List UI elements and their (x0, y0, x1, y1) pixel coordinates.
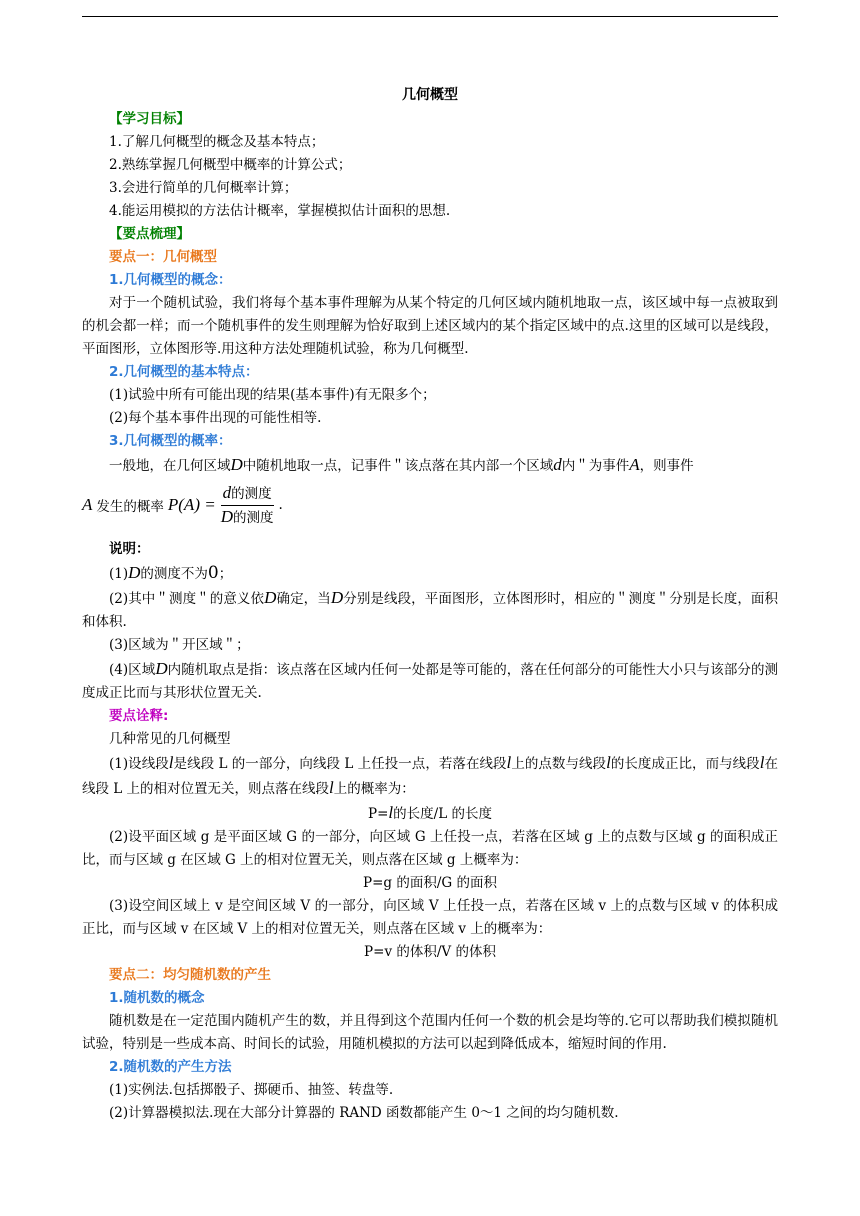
p1-sub1-text: 对于一个随机试验，我们将每个基本事件理解为从某个特定的几何区域内随机地取一点，该区域中每一点被取到的机会都一样；而一个随机事件的发生则理解为恰好取到上述区域内的某个指定区域中的点.这里的区域可以是线段，平面图形，立体图形等.用这种方法处理随机试验，称为几何概型. (82, 295, 778, 357)
p1-sub2-heading: 2.几何概型的基本特点： (109, 364, 259, 380)
p1-sub1-heading: 1.几何概型的概念： (109, 272, 232, 288)
note-item (82, 657, 778, 705)
objective-item: 1.了解几何概型的概念及基本特点； (109, 134, 325, 150)
den-text: 的测度 (232, 509, 274, 526)
text-run: (2)其中＂测度＂的意义依 (109, 591, 265, 607)
text-run: 的长度/L 的长度 (393, 806, 492, 822)
var-A: A (629, 455, 640, 474)
formula-end: . (278, 497, 283, 513)
var-D: D (230, 455, 243, 474)
var-D: D (330, 588, 344, 607)
text-run: 分别是线段，平面图形，立体图形时，相应的＂测度＂分别是长度，面积和体积. (82, 591, 779, 630)
objective-item: 3.会进行简单的几何概率计算； (109, 180, 298, 196)
point2-title: 要点二：均匀随机数的产生 (109, 967, 271, 983)
probability-formula (82, 480, 778, 530)
var-l: l (388, 803, 394, 822)
var-D: D (220, 506, 233, 526)
formula-prefix: 发生的概率 (96, 499, 164, 515)
text-run: 中随机地取一点，记事件＂该点落在其内部一个区域 (242, 458, 554, 474)
var-l: l (168, 753, 174, 772)
var-l: l (329, 778, 334, 797)
text-run: 上的点数与线段 (511, 756, 607, 772)
example-formula (82, 801, 778, 826)
header-rule (82, 16, 778, 17)
text-run: 确定，当 (276, 591, 331, 607)
objectives-header: 【学习目标】 (109, 111, 190, 127)
var-d: d (222, 482, 232, 502)
note-item (82, 561, 778, 586)
objective-item: 4.能运用模拟的方法估计概率，掌握模拟估计面积的思想. (109, 203, 451, 219)
note-header: 说明： (109, 541, 150, 557)
note-item (82, 586, 778, 634)
p1-sub3-heading: 3.几何概型的概率： (109, 433, 232, 449)
formula-lhs: P(A) = (167, 495, 216, 514)
fraction-numerator (221, 482, 274, 506)
var-d: d (553, 455, 562, 474)
document-page (82, 84, 778, 1125)
p2-sub1-text: 随机数是在一定范围内随机产生的数，并且得到这个范围内任何一个数的机会是均等的.它可以帮助我们模拟随机试验，特别是一些成本高、时间长的试验，用随机模拟的方法可以起到降低成本，缩短时间的作用. (82, 1013, 778, 1052)
note-item: (3)区域为＂开区域＂； (109, 637, 250, 653)
text-run: (4)区域 (109, 662, 156, 678)
text-run: 上的概率为： (333, 781, 415, 797)
text-run: ，则事件 (639, 458, 694, 474)
example-item: (2)设平面区域 g 是平面区域 G 的一部分，向区域 G 上任投一点，若落在区域 g 上的点数与区域 g 的面积成正比，而与区域 g 在区域 G 上的相对位置无关，则点落在区域 g 上概率为： (82, 829, 778, 868)
method-item: (2)计算器模拟法.现在大部分计算器的 RAND 函数都能产生 0～1 之间的均匀随机数. (109, 1105, 619, 1121)
formula-fraction (219, 482, 276, 529)
text-run: ； (218, 566, 233, 582)
page-title: 几何概型 (402, 87, 458, 103)
method-item: (1)实例法.包括掷骰子、掷硬币、抽签、转盘等. (109, 1082, 394, 1098)
feature-item: (2)每个基本事件出现的可能性相等. (109, 410, 322, 426)
var-D: D (264, 588, 277, 607)
text-run: 在线段 L 上的相对位置无关，则点落在线段 (82, 756, 778, 797)
num-text: 的测度 (231, 485, 272, 502)
example-item (82, 751, 778, 801)
explain-header: 要点诠释: (109, 708, 169, 724)
text-run: 内随机取点是指：该点落在区域内任何一处都是等可能的，落在任何部分的可能性大小只与该部分的测度成正比而与其形状位置无关. (82, 662, 779, 701)
zero: 0 (207, 563, 219, 583)
example-formula: P=g 的面积/G 的面积 (363, 875, 497, 891)
text-run: (1)设线段 (109, 756, 169, 772)
example-formula: P=v 的体积/V 的体积 (364, 944, 496, 960)
var-l: l (606, 753, 611, 772)
text-run: 的长度成正比，而与线段 (610, 756, 760, 772)
var-D: D (128, 563, 141, 582)
text-run: P= (368, 806, 389, 822)
p2-sub2-heading: 2.随机数的产生方法 (109, 1059, 232, 1075)
var-D: D (155, 659, 168, 678)
p1-sub3-text (82, 453, 778, 478)
text-run: 的测度不为 (140, 566, 208, 582)
text-run: 一般地，在几何区域 (109, 458, 231, 474)
feature-item: (1)试验中所有可能出现的结果(基本事件)有无限多个； (109, 387, 436, 403)
var-l: l (759, 753, 765, 772)
var-l: l (506, 753, 512, 772)
text-run: 是线段 L 的一部分，向线段 L 上任投一点，若落在线段 (173, 756, 507, 772)
text-run: (1) (109, 566, 129, 582)
objective-item: 2.熟练掌握几何概型中概率的计算公式； (109, 157, 352, 173)
p2-sub1-heading: 1.随机数的概念 (109, 990, 205, 1006)
fraction-denominator (219, 506, 276, 529)
var-A: A (82, 495, 93, 514)
summary-header: 【要点梳理】 (109, 226, 190, 242)
text-run: 内＂为事件 (561, 458, 630, 474)
explain-intro: 几种常见的几何概型 (109, 731, 231, 747)
example-item: (3)设空间区域上 v 是空间区域 V 的一部分，向区域 V 上任投一点，若落在区域 v 上的点数与区域 v 的体积成正比，而与区域 v 在区域 V 上的相对位置无关，则点落在区域 v 上的概率为： (82, 898, 778, 937)
point1-title: 要点一：几何概型 (109, 249, 217, 265)
